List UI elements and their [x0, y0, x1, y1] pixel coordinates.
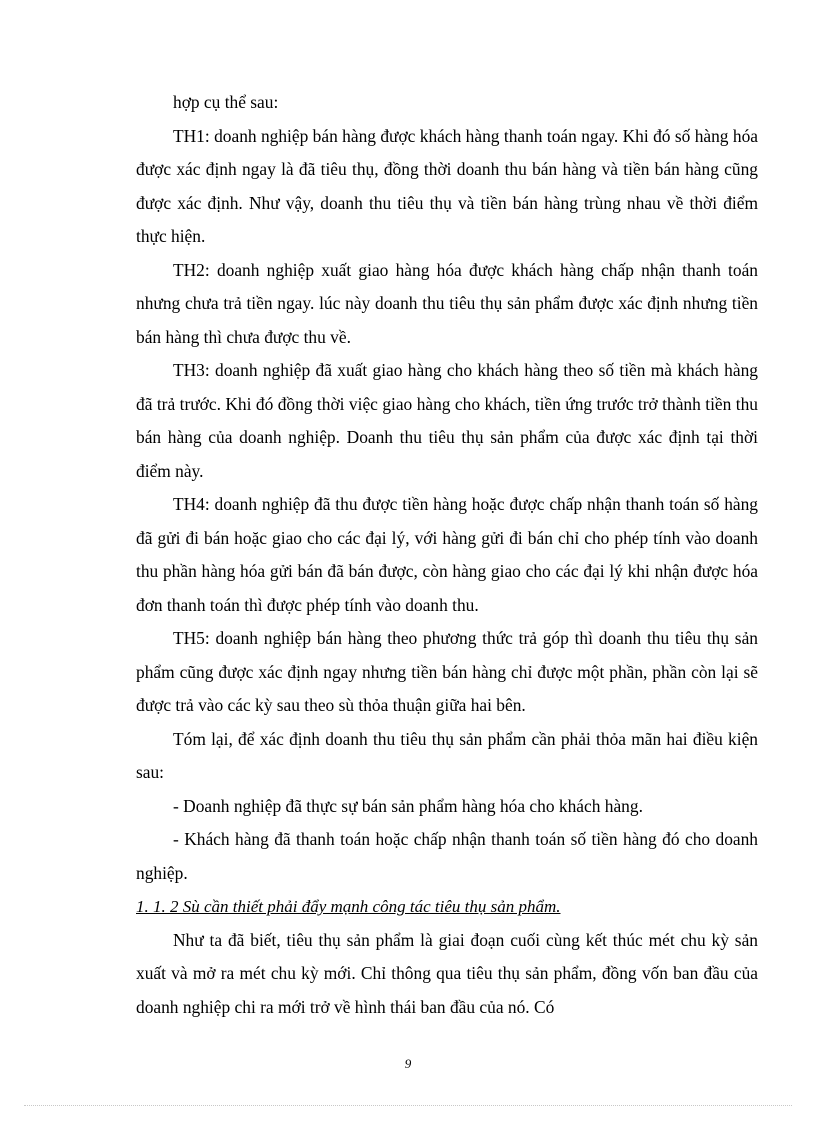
paragraph-necessity: Như ta đã biết, tiêu thụ sản phẩm là giai đoạn cuối cùng kết thúc mét chu kỳ sản xuất và mở ra mét chu kỳ mới. Chỉ thông qua tiêu thụ sản phẩm, đồng vốn ban đầu của doanh nghiệp chi ra mới trở về hình thái ban đầu của nó. Có — [136, 929, 758, 1017]
page-bottom-divider — [24, 1105, 792, 1106]
section-heading: 1. 1. 2 Sù cần thiết phải đẩy mạnh công tác tiêu thụ sản phẩm. — [136, 897, 561, 916]
paragraph-th5: TH5: doanh nghiệp bán hàng theo phương thức trả góp thì doanh thu tiêu thụ sản phẩm cũng được xác định ngay nhưng tiền bán hàng chỉ được một phần, phần còn lại sẽ được trả vào các kỳ sau theo sù thỏa thuận giữa hai bên. — [136, 628, 758, 715]
paragraph-th2: TH2: doanh nghiệp xuất giao hàng hóa được khách hàng chấp nhận thanh toán nhưng chưa trả tiền ngay. lúc này doanh thu tiêu thụ sản phẩm được xác định nhưng tiền bán hàng thì chưa được thu về. — [136, 259, 758, 347]
paragraph-summary: Tóm lại, để xác định doanh thu tiêu thụ sản phẩm cần phải thỏa mãn hai điều kiện sau: — [136, 728, 758, 782]
paragraph-th4: TH4: doanh nghiệp đã thu được tiền hàng hoặc được chấp nhận thanh toán số hàng đã gửi đi bán hoặc giao cho các đại lý, với hàng gửi đi bán chỉ cho phép tính vào doanh thu phần hàng hóa gửi bán đã bán được, còn hàng giao cho các đại lý khi nhận được hóa đơn thanh toán thì được phép tính vào doanh thu. — [136, 494, 758, 615]
paragraph-condition-1: - Doanh nghiệp đã thực sự bán sản phẩm hàng hóa cho khách hàng. — [173, 795, 643, 816]
paragraph-condition-2: - Khách hàng đã thanh toán hoặc chấp nhận thanh toán số tiền hàng đó cho doanh nghiệp. — [136, 829, 758, 883]
paragraph-intro: hợp cụ thể sau: — [173, 92, 279, 112]
page-number: 9 — [404, 1056, 412, 1071]
page-content — [136, 86, 758, 1024]
paragraph-th3: TH3: doanh nghiệp đã xuất giao hàng cho khách hàng theo số tiền mà khách hàng đã trả trước. Khi đó đồng thời việc giao hàng cho khách, tiền ứng trước trở thành tiền thu bán hàng của doanh nghiệp. Doanh thu tiêu thụ sản phẩm của được xác định tại thời điểm này. — [136, 360, 758, 481]
paragraph-th1: TH1: doanh nghiệp bán hàng được khách hàng thanh toán ngay. Khi đó số hàng hóa được xác định ngay là đã tiêu thụ, đồng thời doanh thu bán hàng và tiền bán hàng cũng được xác định. Như vậy, doanh thu tiêu thụ và tiền bán hàng trùng nhau về thời điểm thực hiện. — [136, 125, 758, 246]
